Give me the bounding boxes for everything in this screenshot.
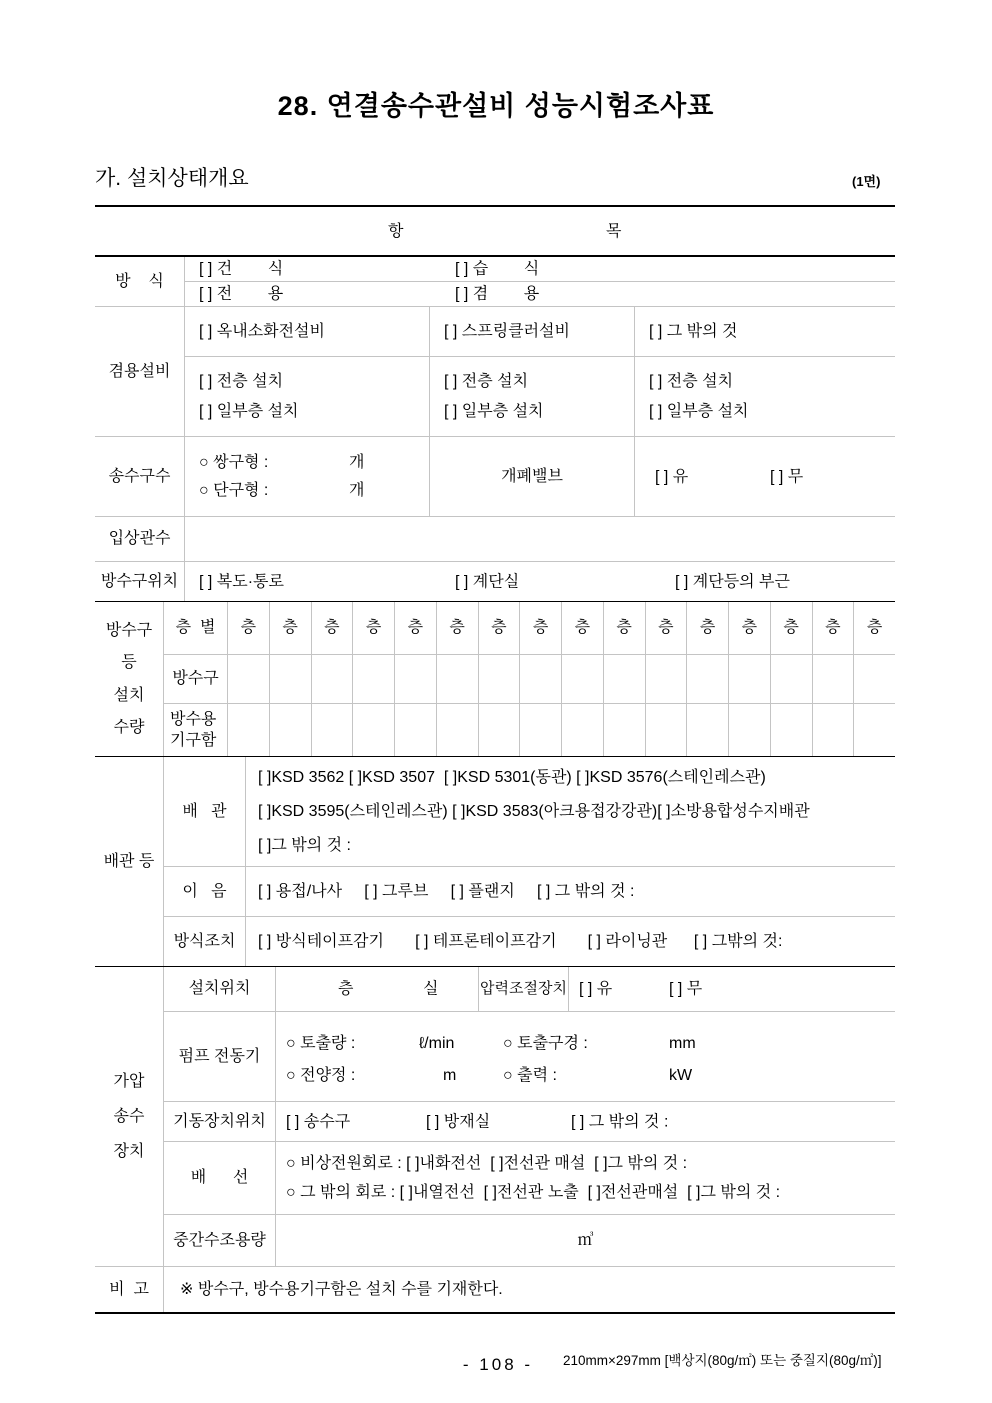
pipe-sublabel: 배 관 [164, 757, 246, 866]
motor-sublabel: 펌프 전동기 [164, 1012, 276, 1101]
inlet-single-type: ○ 단구형 : [199, 481, 269, 499]
floor-row-header: 층 별 [175, 619, 216, 637]
floor-label-cell: 층 [603, 602, 645, 654]
tank-sublabel: 중간수조용량 [164, 1215, 276, 1266]
row-inlet-count [95, 437, 895, 517]
form-table [95, 205, 895, 1314]
install-room-label: 실 [423, 980, 439, 998]
outlet-location-corridor: [ ] 복도·통로 [199, 572, 284, 590]
floor-label-cell: 층 [269, 602, 311, 654]
shared-system-other: [ ] 그 밖의 것 [649, 322, 738, 340]
floor-value-cell [853, 704, 895, 756]
discharge-unit: ℓ/min [419, 1035, 455, 1052]
shared-label: 겸용설비 [95, 307, 185, 436]
piping-label: 배관 등 [95, 757, 164, 966]
riser-value [185, 517, 895, 561]
bore-label: ○ 토출구경 : [503, 1035, 588, 1052]
method-option-wet: [ ] 습 식 [455, 260, 540, 278]
row-shared-systems [95, 307, 895, 437]
outlet-count-label [95, 602, 164, 756]
row-method [95, 257, 895, 307]
outlet-row-header: 방수구 [172, 670, 219, 688]
header-label-mok: 목 [606, 223, 622, 240]
page-number: - 108 - [462, 1355, 534, 1374]
floor-value-cell [561, 704, 603, 756]
toolbox-row-header-line: 방수용 [170, 711, 217, 728]
floor-label-cell: 층 [394, 602, 436, 654]
output-label: ○ 출력 : [503, 1067, 557, 1084]
header-row [95, 207, 895, 257]
starter-option-other: [ ] 그 밖의 것 : [571, 1112, 669, 1130]
pressure-yes: [ ] 유 [579, 980, 613, 998]
coverage-cell [430, 357, 635, 436]
valve-yes: [ ] 유 [655, 467, 689, 485]
floor-label-cell: 층 [478, 602, 520, 654]
coverage-full: [ ] 전층 설치 [199, 373, 284, 391]
coverage-full: [ ] 전층 설치 [444, 373, 529, 391]
floor-value-cell [645, 704, 687, 756]
floor-value-cell [728, 655, 770, 703]
floor-label-cell: 층 [436, 602, 478, 654]
row-remarks [95, 1267, 895, 1312]
floors-outlet-row [227, 655, 895, 703]
floor-value-cell [561, 655, 603, 703]
section-heading: 가. 설치상태개요 [95, 167, 249, 190]
floor-value-cell [269, 655, 311, 703]
floor-value-cell [686, 655, 728, 703]
wiring-line-1: ○ 비상전원회로 : [ ]내화전선 [ ]전선관 매설 [ ]그 밖의 것 : [286, 1155, 688, 1173]
floor-label-cell: 층 [728, 602, 770, 654]
floor-label-cell: 층 [311, 602, 353, 654]
pipe-standards-line-1: [ ]KSD 3562 [ ]KSD 3507 [ ]KSD 5301(동관) [ ]KSD 3576(스테인레스관) [258, 768, 766, 786]
row-riser-count [95, 517, 895, 562]
method-option-dry: [ ] 건 식 [199, 260, 284, 278]
starter-sublabel: 기동장치위치 [164, 1102, 276, 1141]
install-floor-label: 층 [338, 980, 354, 998]
floor-label-cell: 층 [227, 602, 269, 654]
page-note: (1면) [852, 174, 881, 189]
remarks-text: ※ 방수구, 방수용기구함은 설치 수를 기재한다. [180, 1280, 503, 1298]
floors-header-row [227, 602, 895, 654]
floor-label-cell: 층 [770, 602, 812, 654]
floor-value-cell [478, 704, 520, 756]
remarks-label: 비 고 [95, 1267, 164, 1312]
row-piping [95, 757, 895, 967]
shared-system-sprinkler: [ ] 스프링클러설비 [430, 307, 635, 356]
floor-label-cell: 층 [561, 602, 603, 654]
pipe-standards-line-2: [ ]KSD 3595(스테인레스관) [ ]KSD 3583(아크용접강강관)[ ]소방용합성수지배관 [258, 802, 810, 820]
floor-value-cell [352, 655, 394, 703]
floor-value-cell [352, 704, 394, 756]
row-outlet-location [95, 562, 895, 602]
starter-option-inlet: [ ] 송수구 [286, 1112, 351, 1130]
floor-value-cell [603, 655, 645, 703]
floor-value-cell [227, 655, 269, 703]
paper-spec: 210mm×297mm [백상지(80g/㎡) 또는 중질지(80g/㎡)] [563, 1353, 882, 1368]
joint-sublabel: 이 음 [164, 867, 246, 916]
floor-value-cell [227, 704, 269, 756]
coverage-partial: [ ] 일부층 설치 [199, 402, 299, 420]
floor-label-cell: 층 [519, 602, 561, 654]
outlet-count-label-line: 설치 [113, 686, 145, 704]
floor-value-cell [728, 704, 770, 756]
install-sublabel: 설치위치 [164, 967, 276, 1011]
floor-value-cell [812, 655, 854, 703]
floor-value-cell [519, 704, 561, 756]
pump-label-line: 장치 [113, 1143, 145, 1160]
head-label: ○ 전양정 : [286, 1067, 356, 1084]
coverage-cell [635, 357, 895, 436]
method-label: 방 식 [95, 257, 185, 306]
floors-toolbox-row [227, 704, 895, 756]
anticorrosion-options: [ ] 방식테이프감기 [ ] 테프론테이프감기 [ ] 라이닝관 [ ] 그밖의 것: [258, 932, 783, 950]
pressure-no: [ ] 무 [669, 980, 703, 998]
floor-value-cell [686, 704, 728, 756]
tank-unit: ㎥ [577, 1231, 594, 1249]
floor-label-cell: 층 [645, 602, 687, 654]
floor-value-cell [853, 655, 895, 703]
joint-options: [ ] 용접/나사 [ ] 그루브 [ ] 플랜지 [ ] 그 밖의 것 : [258, 882, 635, 900]
floor-value-cell [770, 655, 812, 703]
starter-option-control-room: [ ] 방재실 [426, 1112, 491, 1130]
riser-label: 입상관수 [95, 517, 185, 561]
row-pump [95, 967, 895, 1267]
coverage-cell [185, 357, 430, 436]
floor-label-cell: 층 [853, 602, 895, 654]
outlet-location-stairwell: [ ] 계단실 [455, 572, 520, 590]
bore-unit: mm [669, 1035, 696, 1052]
document-title: 28. 연결송수관설비 성능시험조사표 [277, 91, 715, 121]
floor-value-cell [812, 704, 854, 756]
floor-value-cell [770, 704, 812, 756]
row-outlet-count [95, 602, 895, 757]
toolbox-row-header [164, 704, 227, 756]
floor-label-cell: 층 [352, 602, 394, 654]
discharge-label: ○ 토출량 : [286, 1035, 356, 1052]
inlet-twin-unit: 개 [349, 454, 365, 472]
pipe-standards-line-3: [ ]그 밖의 것 : [258, 836, 351, 854]
pump-label-line: 송수 [113, 1108, 145, 1125]
inlet-label: 송수구수 [95, 437, 185, 516]
inlet-single-unit: 개 [349, 481, 365, 499]
header-label-hang: 항 [388, 223, 404, 240]
coverage-full: [ ] 전층 설치 [649, 373, 734, 391]
outlet-location-label: 방수구위치 [95, 562, 185, 601]
output-unit: kW [669, 1067, 693, 1084]
wiring-line-2: ○ 그 밖의 회로 : [ ]내열전선 [ ]전선관 노출 [ ]전선관매설 [ ]그 밖의 것 : [286, 1183, 781, 1201]
floor-value-cell [478, 655, 520, 703]
method-option-dedicated: [ ] 전 용 [199, 285, 284, 303]
floor-value-cell [519, 655, 561, 703]
head-unit: m [443, 1067, 457, 1084]
floor-value-cell [269, 704, 311, 756]
floor-value-cell [311, 655, 353, 703]
floor-value-cell [603, 704, 645, 756]
floor-value-cell [436, 704, 478, 756]
outlet-count-label-line: 방수구 [105, 622, 153, 640]
wiring-sublabel: 배 선 [164, 1142, 276, 1214]
floor-value-cell [394, 704, 436, 756]
pump-label-line: 가압 [113, 1073, 145, 1090]
valve-label: 개폐밸브 [430, 437, 635, 516]
outlet-location-near-stairs: [ ] 계단등의 부근 [675, 572, 790, 590]
floor-value-cell [394, 655, 436, 703]
shared-system-indoor-hydrant: [ ] 옥내소화전설비 [185, 307, 430, 356]
valve-no: [ ] 무 [770, 467, 804, 485]
coverage-partial: [ ] 일부층 설치 [444, 402, 544, 420]
floor-label-cell: 층 [686, 602, 728, 654]
outlet-count-label-line: 수량 [113, 718, 145, 736]
floor-value-cell [311, 704, 353, 756]
coverage-partial: [ ] 일부층 설치 [649, 402, 749, 420]
inlet-twin-type: ○ 쌍구형 : [199, 454, 269, 472]
floor-value-cell [645, 655, 687, 703]
toolbox-row-header-line: 기구함 [170, 732, 217, 749]
floor-label-cell: 층 [812, 602, 854, 654]
floor-value-cell [436, 655, 478, 703]
pump-label [95, 967, 164, 1266]
method-option-shared: [ ] 겸 용 [455, 285, 540, 303]
pressure-device-label: 압력조절장치 [479, 967, 569, 1011]
anticorrosion-sublabel: 방식조치 [164, 917, 246, 966]
outlet-count-label-line: 등 [121, 654, 137, 672]
